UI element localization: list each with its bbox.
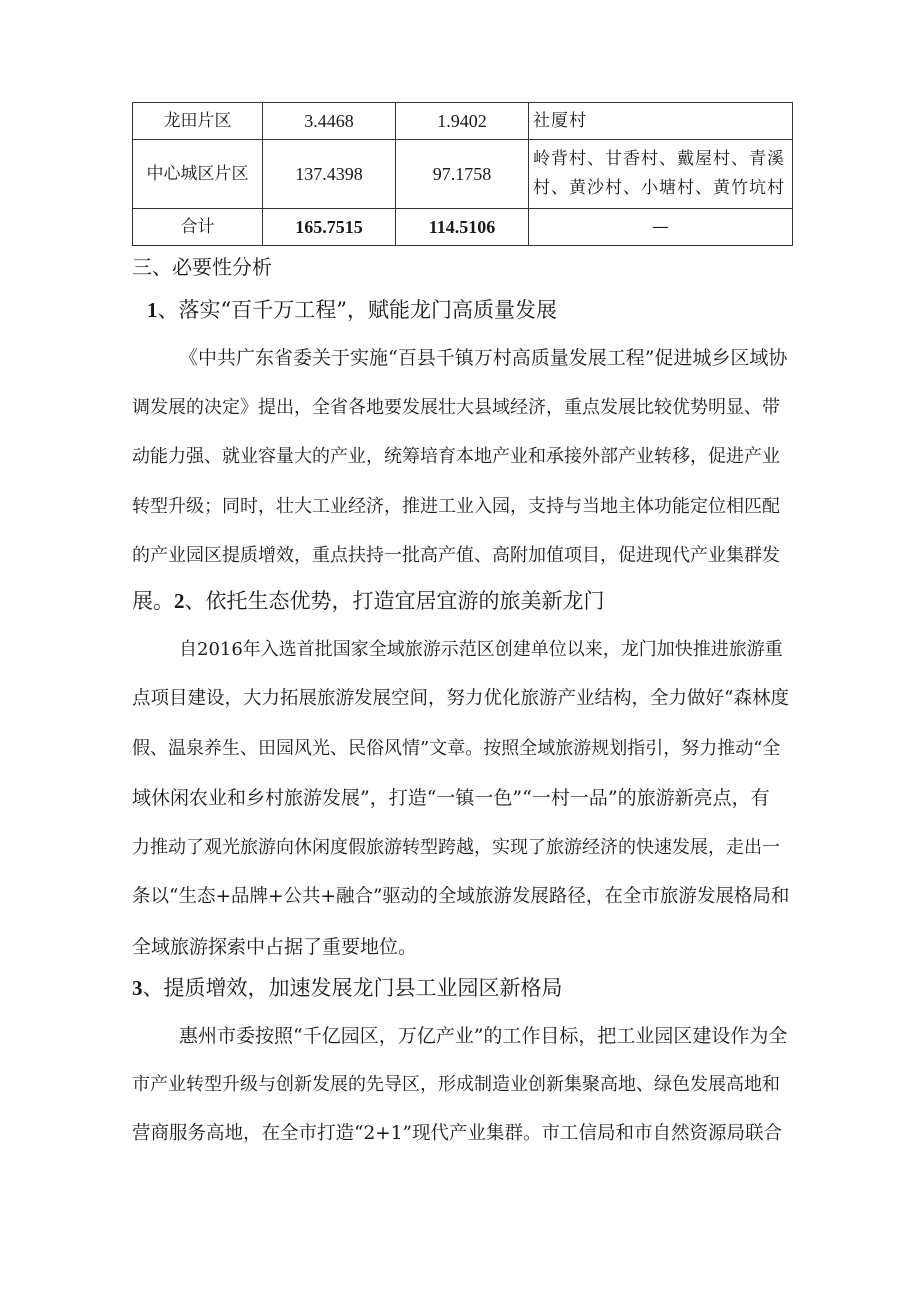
paragraph-line: 转型升级；同时，壮大工业经济，推进工业入园，支持与当地主体功能定位相匹配 — [132, 496, 780, 517]
section-heading: 三、必要性分析 — [132, 255, 272, 279]
paragraph-line: 调发展的决定》提出，全省各地要发展壮大县域经济，重点发展比较优势明显、带 — [132, 397, 780, 418]
paragraph-line: 点项目建设，大力拓展旅游发展空间，努力优化旅游产业结构，全力做好“森林度 — [132, 688, 789, 709]
villages-line: 村、黄沙村、小塘村、黄竹坑村 — [533, 178, 785, 198]
total-value2-cell: 114.5106 — [396, 209, 529, 246]
subsection-heading-1 — [147, 297, 807, 323]
subsection-heading-2 — [132, 588, 792, 614]
subsection-title: 、依托生态优势，打造宜居宜游的旅美新龙门 — [184, 589, 605, 613]
villages-line: 岭背村、甘香村、戴屋村、青溪 — [533, 149, 785, 169]
paragraph-line: 力推动了观光旅游向休闲度假旅游转型跨越，实现了旅游经济的快速发展，走出一 — [132, 837, 780, 858]
value1-cell: 137.4398 — [263, 140, 396, 209]
paragraph-line: 市产业转型升级与创新发展的先导区，形成制造业创新集聚高地、绿色发展高地和 — [132, 1074, 780, 1095]
subsection-number: 2 — [174, 589, 185, 613]
paragraph-line: 惠州市委按照“千亿园区，万亿产业”的工作目标，把工业园区建设作为全 — [179, 1025, 788, 1047]
table-row — [133, 103, 793, 140]
total-villages-cell: — — [529, 209, 793, 246]
table-row — [133, 140, 793, 209]
villages-cell — [529, 140, 793, 209]
subsection-title: 、提质增效，加速发展龙门县工业园区新格局 — [142, 976, 563, 1000]
total-label-cell: 合计 — [133, 209, 263, 246]
subsection-heading-3 — [132, 975, 792, 1001]
paragraph-line: 自2016年入选首批国家全域旅游示范区创建单位以来，龙门加快推进旅游重 — [179, 639, 783, 660]
subsection-title: 、落实“百千万工程”，赋能龙门高质量发展 — [157, 298, 557, 322]
paragraph-line: 域休闲农业和乡村旅游发展”，打造“一镇一色”“一村一品”的旅游新亮点，有 — [132, 787, 770, 809]
area-table — [132, 102, 793, 246]
subsection-number: 3 — [132, 976, 143, 1000]
table-row — [133, 209, 793, 246]
paragraph-line: 的产业园区提质增效，重点扶持一批高产值、高附加值项目，促进现代产业集群发 — [132, 545, 780, 566]
paragraph-line: 《中共广东省委关于实施“百县千镇万村高质量发展工程”促进城乡区域协 — [179, 347, 788, 369]
paragraph-line: 营商服务高地，在全市打造“2+1”现代产业集群。市工信局和市自然资源局联合 — [132, 1123, 782, 1144]
paragraph-line: 条以“生态+品牌+公共+融合”驱动的全域旅游发展路径，在全市旅游发展格局和 — [132, 886, 790, 907]
area-name-cell: 龙田片区 — [133, 103, 263, 140]
paragraph-line: 动能力强、就业容量大的产业，统筹培育本地产业和承接外部产业转移，促进产业 — [132, 446, 780, 467]
area-name-cell: 中心城区片区 — [133, 140, 263, 209]
paragraph-line: 假、温泉养生、田园风光、民俗风情”文章。按照全域旅游规划指引，努力推动“全 — [132, 738, 781, 759]
subsection-number: 1 — [147, 298, 158, 322]
paragraph-tail: 展。 — [132, 589, 174, 613]
villages-cell: 社厦村 — [529, 103, 793, 140]
value2-cell: 1.9402 — [396, 103, 529, 140]
total-value1-cell: 165.7515 — [263, 209, 396, 246]
value2-cell: 97.1758 — [396, 140, 529, 209]
paragraph-line: 全域旅游探索中占据了重要地位。 — [132, 936, 418, 958]
value1-cell: 3.4468 — [263, 103, 396, 140]
